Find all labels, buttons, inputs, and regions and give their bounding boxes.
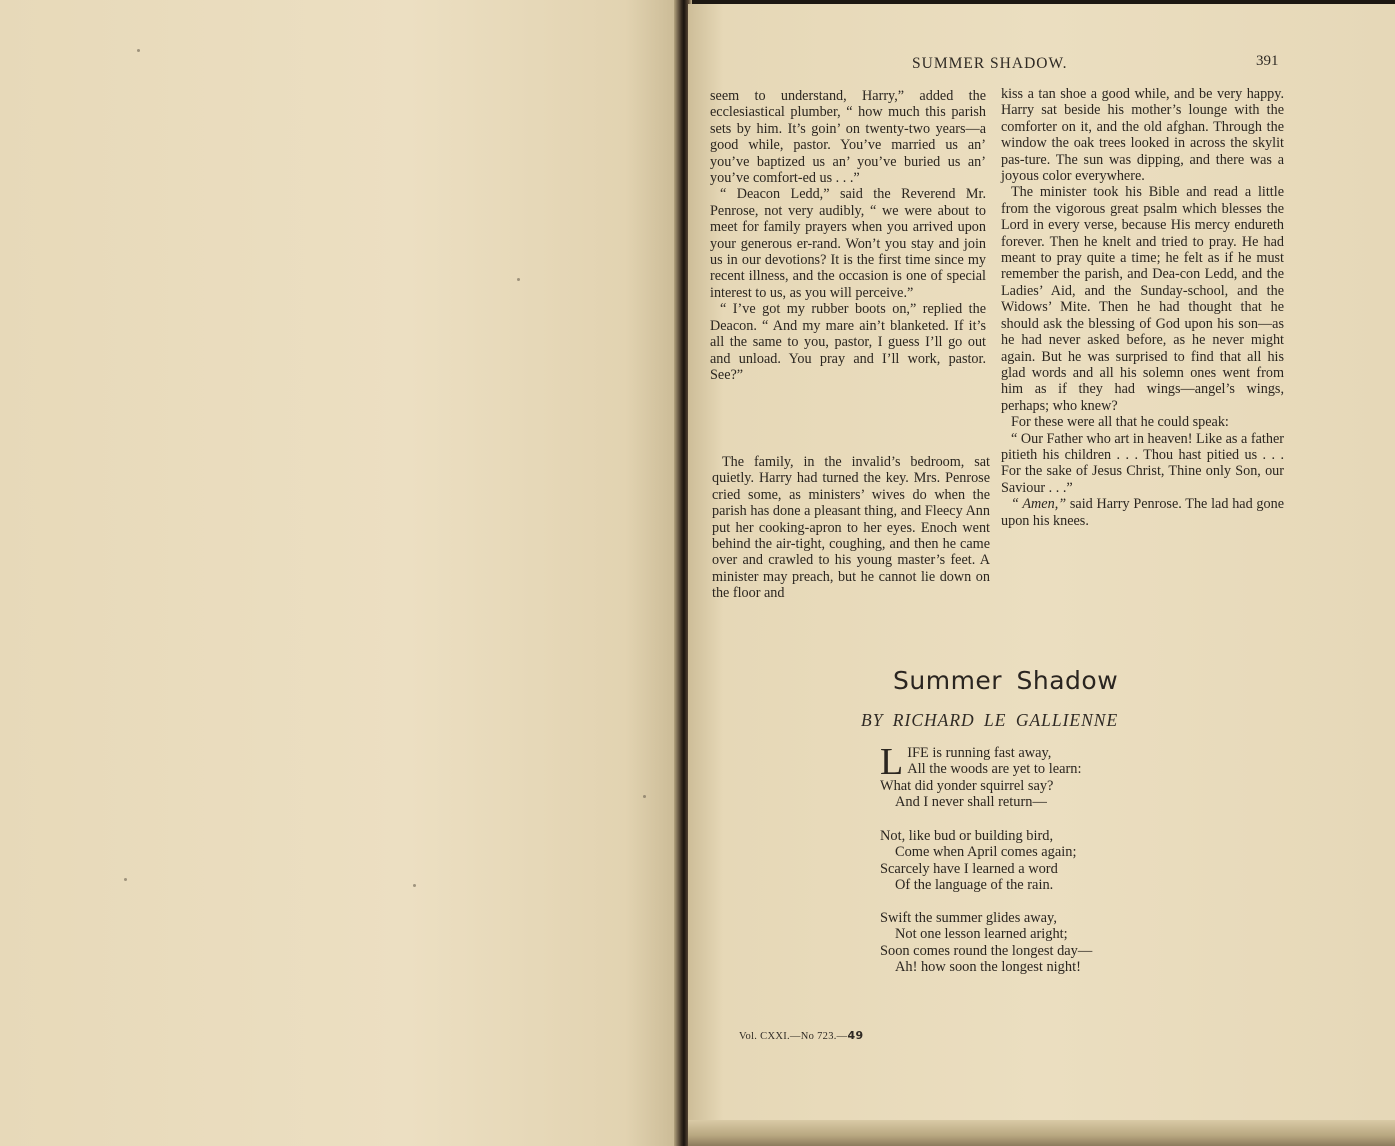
story-paragraph: The minister took his Bible and read a little from the vigorous great psalm which blesses the Lord in every verse, because His mercy endureth forever. Then he knelt and tried to pray. He had meant to pray quite a time; he felt as if he must remember the parish, and Dea-con Ledd, and the Ladies’ Aid, and the Sunday-school, and the Widows’ Mite. Then he had thought that he should ask the blessing of God upon his son—as he had never asked before, as he never might again. But he was surprised to find that all his glad words and all his solemn ones went from him as if they had wings—angel’s wings, perhaps; who knew? bbox=[1001, 184, 1284, 414]
paper-speck bbox=[137, 49, 140, 52]
story-column-left bbox=[710, 88, 986, 383]
signature-text: Vol. CXXI.—No 723.— bbox=[739, 1031, 848, 1042]
poem-line: What did yonder squirrel say? bbox=[880, 778, 1054, 794]
story-paragraph: “ Our Father who art in heaven! Like as a father pitieth his children . . . Thou hast pitied us . . . For the sake of Jesus Christ, Thine only Son, our Saviour . . .” bbox=[1001, 430, 1284, 496]
blank-left-page bbox=[0, 0, 680, 1146]
poem-line: Not one lesson learned aright; bbox=[895, 926, 1068, 943]
drop-cap: L bbox=[880, 741, 904, 783]
running-title: SUMMER SHADOW. bbox=[912, 55, 1068, 72]
page-bottom-edge bbox=[688, 1120, 1395, 1146]
poem-line: Soon comes round the longest day— bbox=[880, 942, 1093, 959]
story-column-left-lower bbox=[712, 454, 990, 602]
story-paragraph: For these were all that he could speak: bbox=[1011, 414, 1229, 431]
paper-speck bbox=[413, 884, 416, 887]
story-paragraph-amen bbox=[1001, 496, 1284, 529]
poem-line: Scarcely have I learned a word bbox=[880, 860, 1058, 877]
poem-stanza bbox=[880, 741, 1180, 811]
paper-speck bbox=[643, 795, 646, 798]
story-paragraph: “ Deacon Ledd,” said the Reverend Mr. Penrose, not very audibly, “ we were about to meet for family prayers when you arrived upon your generous er-rand. Won’t you stay and join us in our devotions? It is the first time since my recent illness, and the occasion is one of special interest to us, as you will perceive.” bbox=[710, 186, 986, 301]
poem-stanza bbox=[880, 828, 1180, 894]
poem-line: Swift the summer glides away, bbox=[880, 910, 1057, 926]
story-column-right bbox=[1001, 86, 1284, 529]
poem-line: Not, like bud or building bird, bbox=[880, 828, 1054, 844]
poem-line: Of the language of the rain. bbox=[895, 877, 1054, 894]
poem-line: Ah! how soon the longest night! bbox=[895, 959, 1081, 976]
poem-title: Summer Shadow bbox=[893, 666, 1119, 695]
paper-speck bbox=[517, 278, 520, 281]
story-paragraph: The family, in the invalid’s bedroom, sat quietly. Harry had turned the key. Mrs. Penrose cried some, as ministers’ wives do when the parish has done a pleasant thing, and Fleecy Ann put her cooking-apron to her eyes. Enoch went behind the air-tight, coughing, and then he came over and crawled to his young master’s feet. A minister may preach, but he cannot lie down on the floor and bbox=[712, 454, 990, 602]
poem-line: Come when April comes again; bbox=[895, 844, 1077, 861]
story-paragraph: kiss a tan shoe a good while, and be very happy. Harry sat beside his mother’s lounge with the comforter on it, and the old afghan. Through the window the oak trees looked in across the skylit pas-ture. The sun was dipping, and there was a joyous color everywhere. bbox=[1001, 86, 1284, 185]
poem-line: And I never shall return— bbox=[895, 794, 1047, 811]
signature-number: 49 bbox=[847, 1029, 864, 1042]
page-number: 391 bbox=[1256, 53, 1279, 69]
poem-line: IFE is running fast away, bbox=[907, 745, 1052, 761]
poem-line: All the woods are yet to learn: bbox=[907, 761, 1082, 778]
printer-signature bbox=[739, 1029, 863, 1042]
poem-byline: BY RICHARD LE GALLIENNE bbox=[861, 710, 1119, 730]
amen-rest: said Harry Penrose. The lad had gone upon his knees. bbox=[1001, 496, 1285, 529]
story-paragraph: “ I’ve got my rubber boots on,” replied the Deacon. “ And my mare ain’t blanketed. If it’s all the same to you, pastor, I guess I’ll go out and unload. You pray and I’ll work, pastor. See?” bbox=[710, 301, 986, 383]
story-paragraph: seem to understand, Harry,” added the ecclesiastical plumber, “ how much this parish sets by him. It’s goin’ on twenty-two years—a good while, pastor. You’ve married us an’ you’ve baptized us an’ you’ve buried us an’ you’ve comfort-ed us . . .” bbox=[710, 88, 986, 187]
amen-word: “ Amen,” bbox=[1011, 496, 1067, 513]
paper-speck bbox=[124, 878, 127, 881]
poem-stanza bbox=[880, 910, 1180, 976]
